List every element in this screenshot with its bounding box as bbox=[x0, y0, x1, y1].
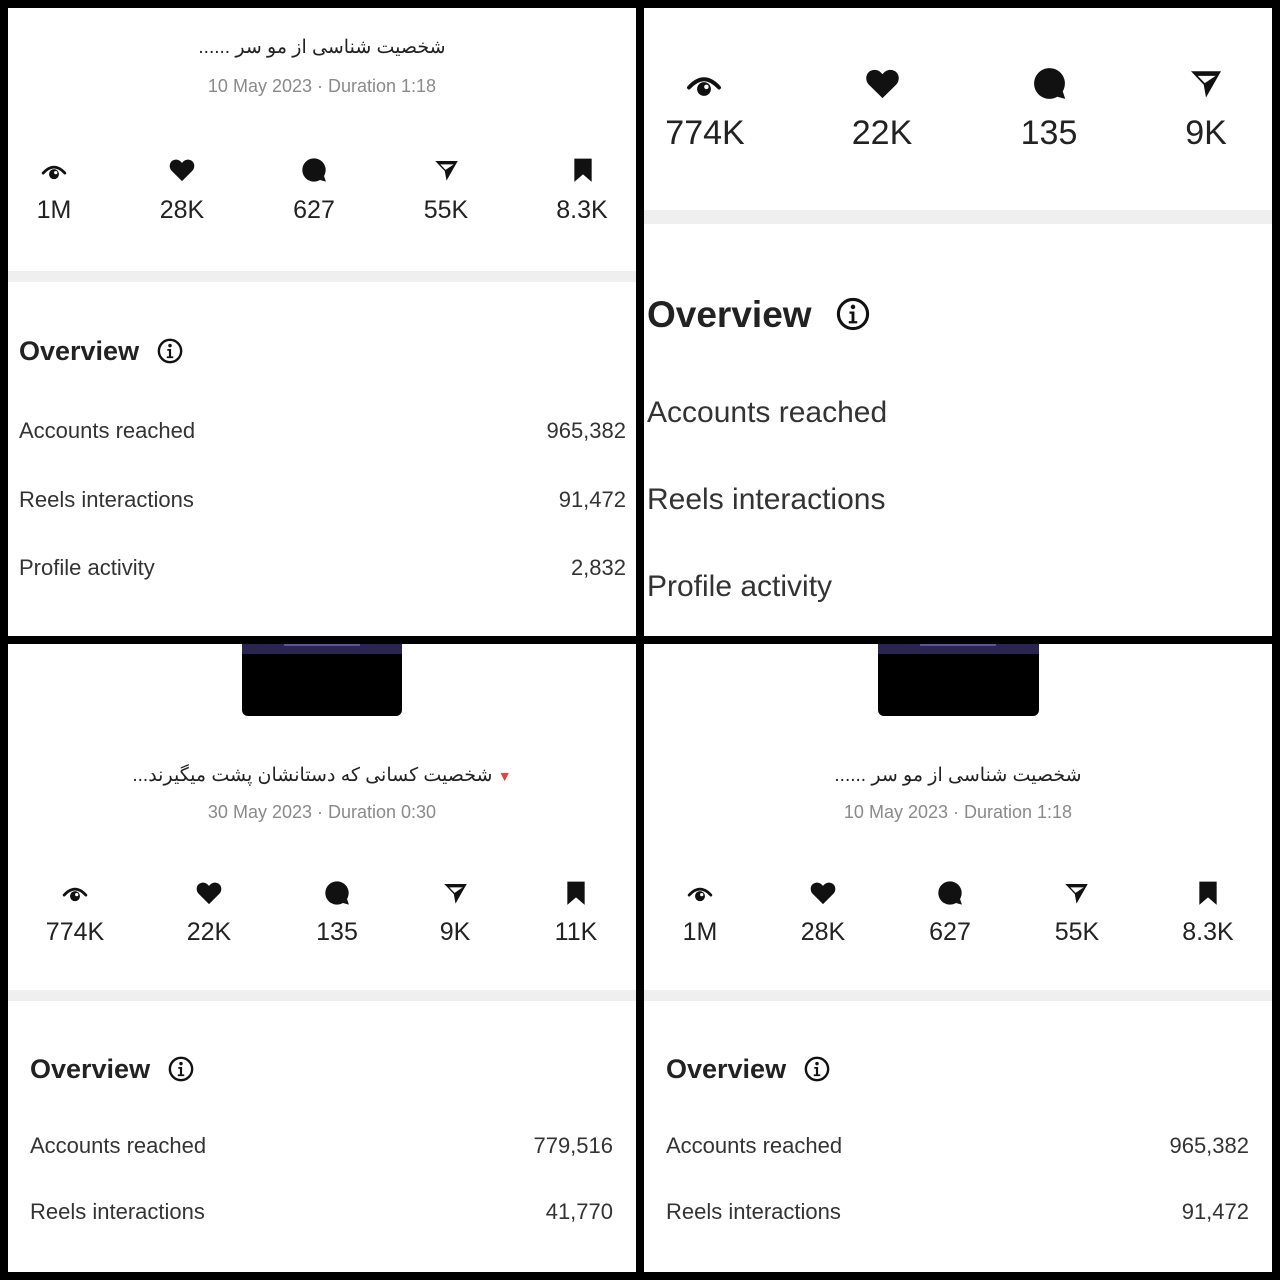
overview-title: Overview bbox=[647, 294, 812, 335]
comments-count: 135 bbox=[316, 918, 358, 946]
overview-heading bbox=[666, 1054, 830, 1085]
likes-count: 28K bbox=[159, 196, 205, 224]
comment-bubble-icon bbox=[1031, 65, 1068, 102]
heart-icon bbox=[864, 65, 901, 102]
overview-heading bbox=[30, 1054, 194, 1085]
accounts-reached-label: Accounts reached bbox=[19, 418, 196, 443]
bookmark-icon bbox=[563, 879, 589, 907]
section-divider bbox=[8, 271, 636, 282]
reel-caption: شخصیت کسانی که دستانشان پشت میگیرند... bbox=[132, 765, 493, 786]
overview-heading bbox=[647, 294, 870, 336]
comments-count: 627 bbox=[293, 196, 335, 224]
section-divider bbox=[644, 210, 1272, 224]
comment-bubble-icon bbox=[300, 156, 328, 184]
reels-interactions-label: Reels interactions bbox=[30, 1199, 205, 1224]
send-icon bbox=[442, 880, 469, 907]
reel-thumbnail-line bbox=[284, 644, 360, 646]
accounts-reached-label: Accounts reached bbox=[666, 1133, 843, 1158]
reels-interactions-value: 41,770 bbox=[545, 1199, 613, 1224]
accounts-reached-label: Accounts reached bbox=[30, 1133, 207, 1158]
eye-icon bbox=[686, 68, 722, 104]
saves-count: 8.3K bbox=[1182, 918, 1234, 946]
section-divider bbox=[644, 990, 1272, 1001]
overview-heading bbox=[19, 336, 183, 367]
profile-activity-label: Profile activity bbox=[19, 555, 155, 580]
reels-interactions-value: 91,472 bbox=[1181, 1199, 1249, 1224]
overview-title: Overview bbox=[19, 336, 140, 366]
info-icon[interactable] bbox=[168, 1056, 194, 1082]
accounts-reached-value: 779,516 bbox=[533, 1133, 613, 1158]
insights-panel-1 bbox=[8, 8, 636, 636]
reel-caption: شخصیت شناسی از مو سر ...... bbox=[198, 37, 446, 58]
section-divider bbox=[8, 990, 636, 1001]
red-triangle-icon: ▼ bbox=[497, 768, 512, 784]
reel-caption-row bbox=[8, 764, 636, 787]
shares-count: 9K bbox=[439, 918, 471, 946]
overview-title: Overview bbox=[666, 1054, 787, 1084]
send-icon bbox=[1188, 66, 1224, 102]
views-count: 1M bbox=[36, 196, 72, 224]
overview-title: Overview bbox=[30, 1054, 151, 1084]
comments-count: 135 bbox=[1020, 114, 1078, 152]
insights-panel-4 bbox=[644, 644, 1272, 1272]
insights-panel-2 bbox=[644, 8, 1272, 636]
reel-thumbnail[interactable] bbox=[878, 654, 1039, 716]
send-icon bbox=[433, 157, 460, 184]
reels-interactions-label: Reels interactions bbox=[666, 1199, 841, 1224]
reel-meta: 10 May 2023 · Duration 1:18 bbox=[843, 802, 1073, 822]
accounts-reached-value: 965,382 bbox=[1169, 1133, 1249, 1158]
heart-icon bbox=[809, 879, 837, 907]
send-icon bbox=[1063, 880, 1090, 907]
eye-icon bbox=[41, 159, 67, 185]
profile-activity-value: 2,832 bbox=[570, 555, 626, 580]
eye-icon bbox=[687, 881, 713, 907]
views-count: 774K bbox=[665, 114, 745, 152]
accounts-reached-label: Accounts reached bbox=[647, 396, 888, 429]
bookmark-icon bbox=[1195, 879, 1221, 907]
saves-count: 8.3K bbox=[556, 196, 608, 224]
profile-activity-label: Profile activity bbox=[647, 570, 833, 603]
reels-interactions-label: Reels interactions bbox=[647, 483, 886, 516]
info-icon[interactable] bbox=[804, 1056, 830, 1082]
saves-count: 11K bbox=[554, 918, 598, 946]
shares-count: 55K bbox=[1054, 918, 1100, 946]
heart-icon bbox=[195, 879, 223, 907]
reel-thumbnail-line bbox=[920, 644, 996, 646]
views-count: 774K bbox=[45, 918, 105, 946]
likes-count: 22K bbox=[851, 114, 913, 152]
insights-panel-3 bbox=[8, 644, 636, 1272]
likes-count: 22K bbox=[186, 918, 232, 946]
likes-count: 28K bbox=[800, 918, 846, 946]
shares-count: 9K bbox=[1185, 114, 1227, 152]
reel-thumbnail[interactable] bbox=[242, 654, 402, 716]
shares-count: 55K bbox=[423, 196, 469, 224]
info-icon[interactable] bbox=[157, 338, 183, 364]
reel-meta: 10 May 2023 · Duration 1:18 bbox=[207, 76, 437, 96]
heart-icon bbox=[168, 156, 196, 184]
accounts-reached-value: 965,382 bbox=[546, 418, 626, 443]
comments-count: 627 bbox=[929, 918, 971, 946]
reel-meta: 30 May 2023 · Duration 0:30 bbox=[207, 802, 437, 822]
bookmark-icon bbox=[570, 156, 596, 184]
reel-caption: شخصیت شناسی از مو سر ...... bbox=[834, 765, 1082, 786]
comment-bubble-icon bbox=[936, 879, 964, 907]
eye-icon bbox=[62, 881, 88, 907]
views-count: 1M bbox=[682, 918, 718, 946]
reels-interactions-label: Reels interactions bbox=[19, 487, 194, 512]
comment-bubble-icon bbox=[323, 879, 351, 907]
reels-interactions-value: 91,472 bbox=[558, 487, 626, 512]
info-icon[interactable] bbox=[836, 297, 870, 331]
